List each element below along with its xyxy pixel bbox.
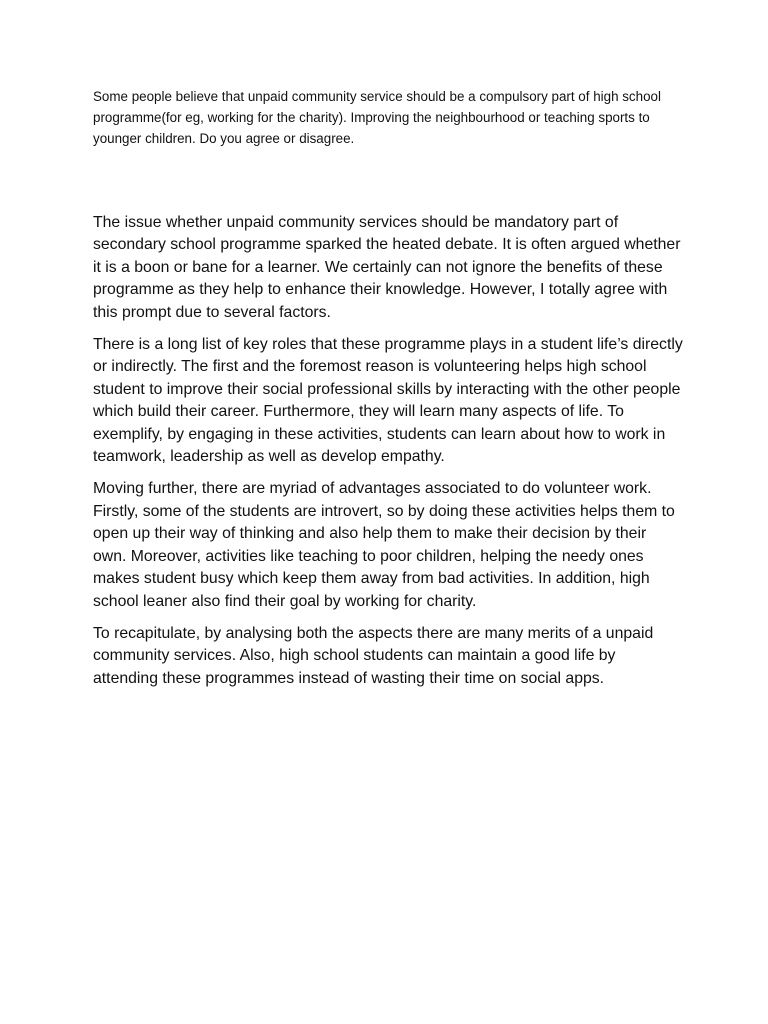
essay-paragraph-body-1: There is a long list of key roles that these programme plays in a student life’s directly or indirectly. The first and the foremost reason is volunteering helps high school student to improve their social professional skills by interacting with the other people which build their career. Furthermore, they will learn many aspects of life. To exemplify, by engaging in these activities, students can learn about how to work in teamwork, leadership as well as develop empathy.: [93, 336, 683, 466]
essay-body: [93, 212, 683, 700]
essay-prompt: Some people believe that unpaid community service should be a compulsory part of high school programme(for eg, working for the charity). Improving the neighbourhood or teaching sports to younger children. Do you agree or disagree.: [93, 89, 661, 146]
essay-paragraph-conclusion: To recapitulate, by analysing both the aspects there are many merits of a unpaid community services. Also, high school students can maintain a good life by attending these programmes instead of wasting their time on social apps.: [93, 624, 654, 687]
essay-paragraph-body-2: Moving further, there are myriad of advantages associated to do volunteer work. Firstly, some of the students are introvert, so by doing these activities helps them to open up their way of thinking and also help them to make their decision by their own. Moreover, activities like teaching to poor children, helping the needy ones makes student busy which keep them away from bad activities. In addition, high school leaner also find their goal by working for charity.: [93, 480, 675, 610]
essay-paragraph-intro: The issue whether unpaid community services should be mandatory part of secondary school programme sparked the heated debate. It is often argued whether it is a boon or bane for a learner. We certainly can not ignore the benefits of these programme as they help to enhance their knowledge. However, I totally agree with this prompt due to several factors.: [93, 214, 681, 321]
